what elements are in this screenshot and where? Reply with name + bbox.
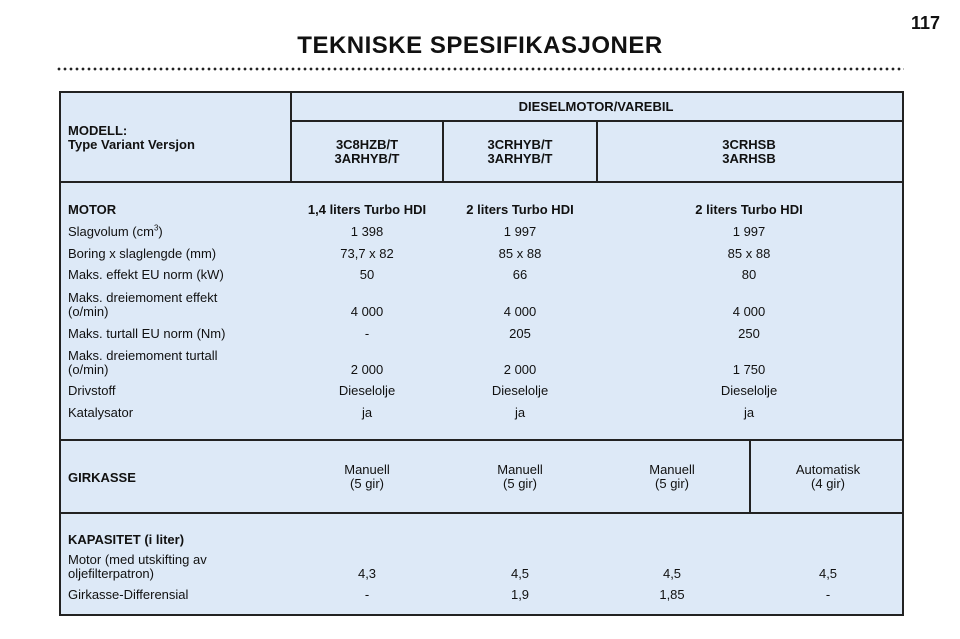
table-cell: 1 398 bbox=[350, 224, 384, 239]
divider-col-1 bbox=[442, 120, 444, 181]
dotted-divider bbox=[56, 66, 904, 72]
model-code-3a: 3CRHSB bbox=[722, 137, 776, 152]
table-cell: Manuell bbox=[344, 462, 390, 477]
table-cell: 4,5 bbox=[818, 566, 838, 581]
table-cell: 1 997 bbox=[732, 224, 766, 239]
engine-1: 1,4 liters Turbo HDI bbox=[307, 202, 427, 217]
row-label-power-rpm: Maks. dreiemoment effekt bbox=[68, 290, 218, 305]
table-cell: 1 750 bbox=[732, 362, 766, 377]
type-label: Type Variant Versjon bbox=[68, 137, 195, 152]
row-label-engine-oil: Motor (med utskifting av bbox=[68, 552, 207, 567]
table-cell: 1,85 bbox=[659, 587, 685, 602]
divider-girkasse-bottom bbox=[61, 512, 902, 514]
kapasitet-heading: KAPASITET (i liter) bbox=[68, 532, 185, 547]
table-cell: Dieselolje bbox=[338, 383, 396, 398]
table-cell: (5 gir) bbox=[350, 476, 384, 491]
table-cell: 1 997 bbox=[503, 224, 537, 239]
table-cell: 2 000 bbox=[503, 362, 537, 377]
table-cell: (4 gir) bbox=[811, 476, 845, 491]
motor-heading: MOTOR bbox=[68, 202, 117, 217]
table-cell: 4 000 bbox=[503, 304, 537, 319]
model-code-2a: 3CRHYB/T bbox=[487, 137, 553, 152]
page-number: 117 bbox=[910, 13, 940, 33]
divider-col-2 bbox=[596, 120, 598, 181]
spec-table bbox=[59, 91, 904, 616]
girkasse-heading: GIRKASSE bbox=[68, 470, 136, 485]
table-cell: 4,3 bbox=[357, 566, 377, 581]
divider-col-label bbox=[290, 93, 292, 181]
model-code-3b: 3ARHSB bbox=[722, 151, 776, 166]
page-title: TEKNISKE SPESIFIKASJONER bbox=[297, 32, 663, 59]
model-code-1b: 3ARHYB/T bbox=[334, 151, 400, 166]
divider-header-bottom bbox=[61, 181, 902, 183]
row-label-gearbox-diff: Girkasse-Differensial bbox=[68, 587, 189, 602]
table-cell: Automatisk bbox=[795, 462, 861, 477]
table-cell: (5 gir) bbox=[503, 476, 537, 491]
table-cell: Manuell bbox=[649, 462, 695, 477]
table-cell: Manuell bbox=[497, 462, 543, 477]
model-label: MODELL: bbox=[68, 123, 128, 138]
table-cell: 1,9 bbox=[510, 587, 530, 602]
table-cell: 4,5 bbox=[662, 566, 682, 581]
model-code-1a: 3C8HZB/T bbox=[335, 137, 399, 152]
table-cell: - bbox=[825, 587, 831, 602]
table-cell: 73,7 x 82 bbox=[340, 246, 394, 261]
table-cell: (5 gir) bbox=[655, 476, 689, 491]
engine-3: 2 liters Turbo HDI bbox=[695, 202, 803, 217]
table-cell: 2 000 bbox=[350, 362, 384, 377]
table-cell: Dieselolje bbox=[491, 383, 549, 398]
table-cell: ja bbox=[361, 405, 373, 420]
table-cell: 205 bbox=[509, 326, 531, 341]
table-cell: ja bbox=[514, 405, 526, 420]
table-cell: 85 x 88 bbox=[727, 246, 771, 261]
divider-motor-bottom bbox=[61, 439, 902, 441]
table-cell: 80 bbox=[741, 267, 757, 282]
table-cell: 250 bbox=[738, 326, 760, 341]
divider-col-3 bbox=[749, 439, 751, 512]
table-cell: 4,5 bbox=[510, 566, 530, 581]
engine-2: 2 liters Turbo HDI bbox=[466, 202, 574, 217]
table-cell: 4 000 bbox=[350, 304, 384, 319]
table-cell: - bbox=[364, 587, 370, 602]
row-label-fuel: Drivstoff bbox=[68, 383, 116, 398]
table-cell: - bbox=[364, 326, 370, 341]
row-label-torque: Maks. turtall EU norm (Nm) bbox=[68, 326, 226, 341]
row-label-power: Maks. effekt EU norm (kW) bbox=[68, 267, 224, 282]
row-label-bore-stroke: Boring x slaglengde (mm) bbox=[68, 246, 217, 261]
row-label-torque-rpm: Maks. dreiemoment turtall bbox=[68, 348, 218, 363]
group-header: DIESELMOTOR/VAREBIL bbox=[518, 99, 674, 114]
table-cell: Dieselolje bbox=[720, 383, 778, 398]
row-label-torque-rpm-unit: (o/min) bbox=[68, 362, 109, 377]
row-label-engine-oil-2: oljefilterpatron) bbox=[68, 566, 154, 581]
row-label-power-rpm-unit: (o/min) bbox=[68, 304, 109, 319]
table-cell: 50 bbox=[359, 267, 375, 282]
table-cell: 4 000 bbox=[732, 304, 766, 319]
table-cell: ja bbox=[743, 405, 755, 420]
model-code-2b: 3ARHYB/T bbox=[487, 151, 553, 166]
table-cell: 85 x 88 bbox=[498, 246, 542, 261]
table-cell: 66 bbox=[512, 267, 528, 282]
row-label-displacement: Slagvolum $(cm^3)$ bbox=[68, 223, 163, 239]
row-label-catalyst: Katalysator bbox=[68, 405, 134, 420]
